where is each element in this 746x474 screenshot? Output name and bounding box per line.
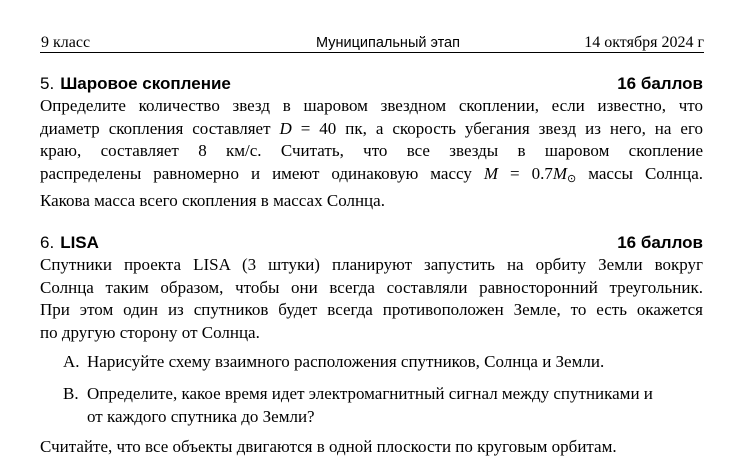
text-line: При этом один из спутников будет всегда противоположен Земле, то есть окажется xyxy=(40,300,703,320)
var-d: D xyxy=(279,118,292,138)
item-text: Определите, какое время идет электромагнитный сигнал между спутниками и xyxy=(87,384,653,403)
text-line: краю, составляет 8 км/с. Считать, что все звезды в шаровом скопление xyxy=(40,141,703,161)
task-number: 6. xyxy=(40,233,55,252)
item-label: A. xyxy=(63,352,80,371)
text-line: диаметр скопления составляет D = 40 пк, а скорость убегания звезд из него, на его xyxy=(40,118,703,138)
var-m: M xyxy=(483,163,499,183)
task-5-title xyxy=(40,73,703,95)
sun-symbol-icon: ⊙ xyxy=(567,172,577,185)
text-line: по другую сторону от Солнца. xyxy=(40,322,260,342)
task-6-footer xyxy=(40,436,703,459)
task-6-text xyxy=(40,254,703,344)
text-line: Считайте, что все объекты двигаются в одной плоскости по круговым орбитам. xyxy=(40,437,617,456)
item-text-cont: от каждого спутника до Земли? xyxy=(87,406,315,426)
item-b xyxy=(63,383,703,428)
text-line: распределены равномерно и имеют одинаковую массу M = 0.7M⊙ массы Солнца. xyxy=(40,163,704,185)
text-line: Спутники проекта LISA (3 штуки) планируют запустить на орбиту Земли вокруг xyxy=(40,255,703,274)
item-text: Нарисуйте схему взаимного расположения спутников, Солнца и Земли. xyxy=(87,352,605,371)
page-header xyxy=(40,34,704,53)
task-5-text xyxy=(40,95,703,213)
task-number: 5. xyxy=(40,74,55,93)
var-msun: M xyxy=(552,163,568,183)
text-line: Солнца таким образом, чтобы они всегда составляли равносторонний треугольник. xyxy=(40,277,703,297)
task-name: Шаровое скопление xyxy=(60,74,231,93)
item-a xyxy=(63,351,703,374)
task-name: LISA xyxy=(60,233,99,252)
text-line: Определите количество звезд в шаровом звездном скоплении, если известно, что xyxy=(40,96,703,115)
item-label: B. xyxy=(63,384,79,403)
task-points: 16 баллов xyxy=(617,233,703,252)
task-6-title xyxy=(40,232,703,254)
stage-label: Муниципальный этап xyxy=(316,35,460,51)
task-points: 16 баллов xyxy=(617,74,703,93)
date-label: 14 октября 2024 г xyxy=(584,34,704,51)
text-line: Какова масса всего скопления в массах Солнца. xyxy=(40,191,385,211)
grade-label: 9 класс xyxy=(41,34,91,51)
